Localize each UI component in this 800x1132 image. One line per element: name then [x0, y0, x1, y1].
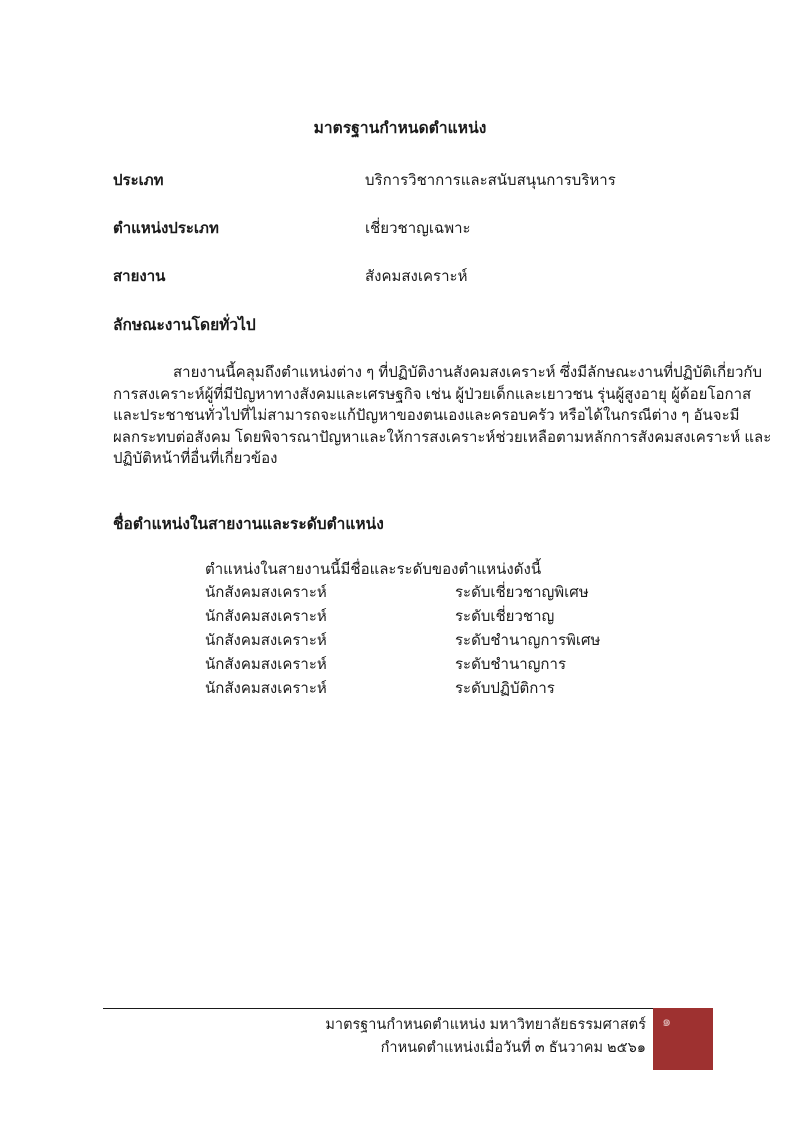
- field-row-category: [113, 168, 733, 188]
- field-value: สังคมสงเคราะห์: [365, 268, 468, 285]
- position-name: นักสังคมสงเคราะห์: [205, 632, 327, 649]
- position-level-list: [205, 580, 675, 700]
- paragraph-line: การสงเคราะห์ผู้ที่มีปัญหาทางสังคมและเศรษฐกิจ เช่น ผู้ป่วยเด็กและเยาวชน รุ่นผู้สูงอายุ ผู้ด้อยโอกาส: [113, 385, 752, 403]
- page-number-badge: [653, 1008, 713, 1070]
- field-label: สายงาน: [113, 268, 166, 285]
- position-level: ระดับชำนาญการ: [455, 656, 566, 673]
- list-item: [205, 652, 675, 676]
- page-number: ๑: [662, 1014, 672, 1030]
- section-heading-position-titles: ชื่อตำแหน่งในสายงานและระดับตำแหน่ง: [113, 516, 384, 533]
- list-item: [205, 628, 675, 652]
- position-level: ระดับเชี่ยวชาญ: [455, 608, 555, 625]
- field-row-job-family: [113, 264, 733, 284]
- footer-line-date: กำหนดตำแหน่งเมื่อวันที่ ๓ ธันวาคม ๒๕๖๑: [380, 1040, 646, 1056]
- field-row-position-type: [113, 216, 733, 236]
- field-label: ประเภท: [113, 172, 164, 189]
- position-name: นักสังคมสงเคราะห์: [205, 584, 327, 601]
- page-title: มาตรฐานกำหนดตำแหน่ง: [313, 120, 487, 137]
- field-value: เชี่ยวชาญเฉพาะ: [365, 220, 471, 237]
- position-name: นักสังคมสงเคราะห์: [205, 656, 327, 673]
- footer-line-title: มาตรฐานกำหนดตำแหน่ง มหาวิทยาลัยธรรมศาสตร์: [325, 1017, 646, 1033]
- position-name: นักสังคมสงเคราะห์: [205, 680, 327, 697]
- paragraph-line: ปฏิบัติหน้าที่อื่นที่เกี่ยวข้อง: [113, 450, 278, 467]
- position-level: ระดับชำนาญการพิเศษ: [455, 632, 601, 649]
- footer-divider: [103, 1008, 653, 1009]
- paragraph-line: และประชาชนทั่วไปที่ไม่สามารถจะแก้ปัญหาของตนเองและครอบครัว หรือได้ในกรณีต่าง ๆ อันจะมี: [113, 407, 740, 424]
- position-name: นักสังคมสงเคราะห์: [205, 608, 327, 625]
- section-heading-general-duties: ลักษณะงานโดยทั่วไป: [113, 317, 256, 334]
- list-item: [205, 676, 675, 700]
- paragraph-line: สายงานนี้คลุมถึงตำแหน่งต่าง ๆ ที่ปฏิบัติงานสังคมสงเคราะห์ ซึ่งมีลักษณะงานที่ปฏิบัติเกี่ยวกับ: [173, 364, 762, 381]
- list-item: [205, 604, 675, 628]
- position-list-lead: ตำแหน่งในสายงานนี้มีชื่อและระดับของตำแหน่งดังนี้: [205, 561, 542, 578]
- paragraph-line: ผลกระทบต่อสังคม โดยพิจารณาปัญหาและให้การสงเคราะห์ช่วยเหลือตามหลักการสังคมสงเคราะห์ และ: [113, 428, 772, 446]
- list-item: [205, 580, 675, 604]
- footer: [113, 1014, 646, 1060]
- field-label: ตำแหน่งประเภท: [113, 220, 219, 237]
- position-level: ระดับปฏิบัติการ: [455, 680, 555, 697]
- general-duties-paragraph: [113, 362, 772, 470]
- position-level: ระดับเชี่ยวชาญพิเศษ: [455, 584, 589, 601]
- field-value: บริการวิชาการและสนับสนุนการบริหาร: [365, 172, 616, 189]
